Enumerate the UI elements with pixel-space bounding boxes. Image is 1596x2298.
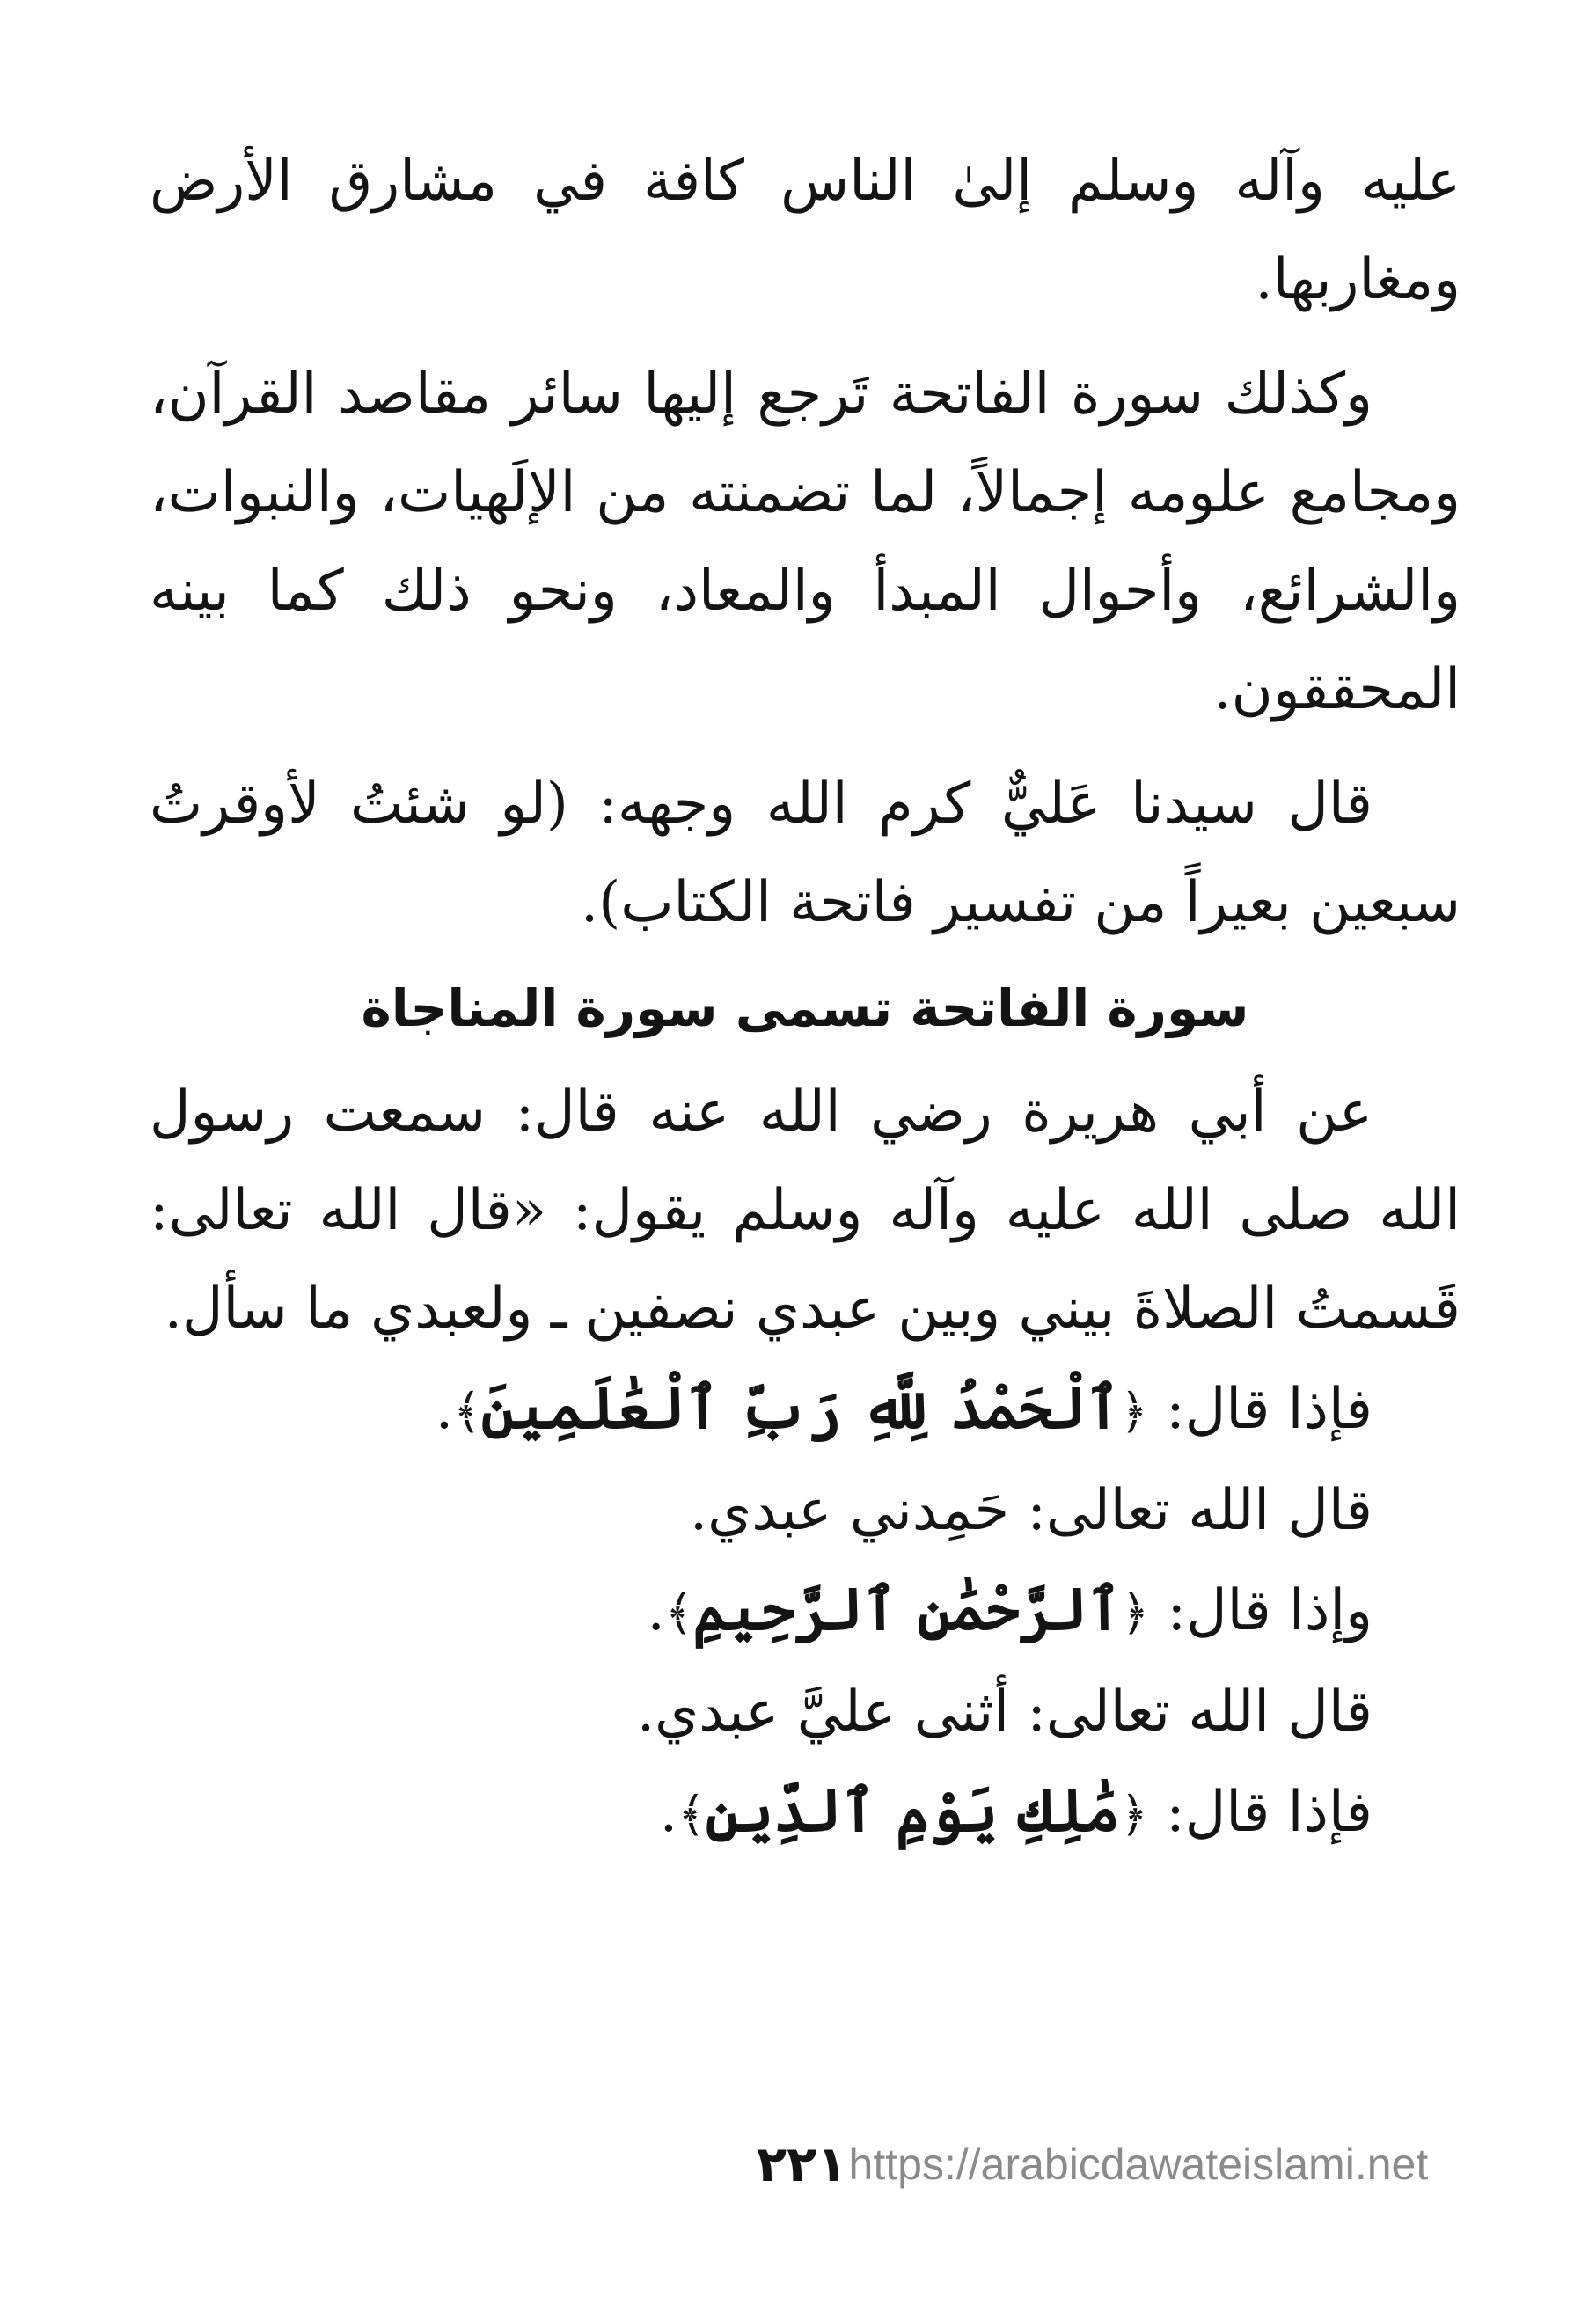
paragraph-hadith: عن أبي هريرة رضي الله عنه قال: سمعت رسول الله صلى الله عليه وآله وسلم يقول: «قال الله تعالى: قَسمتُ الصلاةَ بيني وبين عبدي نصفين ـ ولعبدي ما سأل. (150, 1079, 1461, 1342)
verse-text: مَٰلِكِ يَوْمِ ٱلدِّينِ (705, 1776, 1121, 1845)
paragraph-gap (150, 329, 1461, 345)
dialogue-prefix: فإذا قال: (1147, 1377, 1373, 1442)
dialogue-suffix: . (435, 1377, 454, 1442)
dialogue-line-servant-3 (150, 1761, 1461, 1864)
dialogue-line-servant-2 (150, 1560, 1461, 1663)
verse-open-bracket: ﴿ (1121, 1585, 1150, 1641)
verse-text: ٱلرَّحْمَٰنِ ٱلرَّحِيمِ (692, 1575, 1122, 1643)
verse-close-bracket: ﴾ (664, 1585, 693, 1641)
verse-close-bracket: ﴾ (453, 1384, 481, 1439)
paragraph-continuation: عليه وآله وسلم إلىٰ الناس كافة في مشارق الأرض ومغاربها. (150, 149, 1461, 312)
quran-verse (665, 1575, 1149, 1643)
dialogue-suffix: . (659, 1780, 678, 1845)
page-footer (757, 2129, 1428, 2199)
paragraph-ali-quote: قال سيدنا عَليٌّ كرم الله وجهه: (لو شئتُ لأوقرتُ سبعين بعيراً من تفسير فاتحة الكتاب). (150, 772, 1461, 935)
verse-text: ٱلْحَمْدُ لِلَّهِ رَبِّ ٱلْعَٰلَمِينَ (480, 1373, 1121, 1442)
dialogue-line-servant-1 (150, 1358, 1461, 1461)
verse-close-bracket: ﴾ (677, 1787, 706, 1842)
dialogue-suffix: . (647, 1578, 665, 1643)
document-page (150, 132, 1461, 1864)
dialogue-line-allah-1: قال الله تعالى: حَمِدني عبدي. (689, 1478, 1373, 1543)
quran-verse (453, 1373, 1148, 1442)
verse-open-bracket: ﴿ (1120, 1787, 1148, 1842)
verse-open-bracket: ﴿ (1120, 1384, 1148, 1439)
dialogue-line-allah-2: قال الله تعالى: أثنى عليَّ عبدي. (636, 1680, 1373, 1745)
dialogue-prefix: فإذا قال: (1147, 1780, 1373, 1845)
paragraph-gap (150, 739, 1461, 755)
quran-verse (677, 1776, 1148, 1845)
watermark-url[interactable]: https://arabicdawateislami.net (848, 2140, 1429, 2189)
section-heading: سورة الفاتحة تسمى سورة المناجاة (361, 978, 1249, 1038)
dialogue-prefix: وإذا قال: (1149, 1578, 1373, 1643)
page-number: ٢٢١ (757, 2135, 847, 2193)
paragraph-fatiha-purposes: وكذلك سورة الفاتحة تَرجع إليها سائر مقاصد القرآن، ومجامع علومه إجمالاً، لما تضمنته من الإلَهيات، والنبوات، والشرائع، وأحوال المبدأ والمعاد، ونحو ذلك كما بينه المحققون. (150, 362, 1461, 722)
